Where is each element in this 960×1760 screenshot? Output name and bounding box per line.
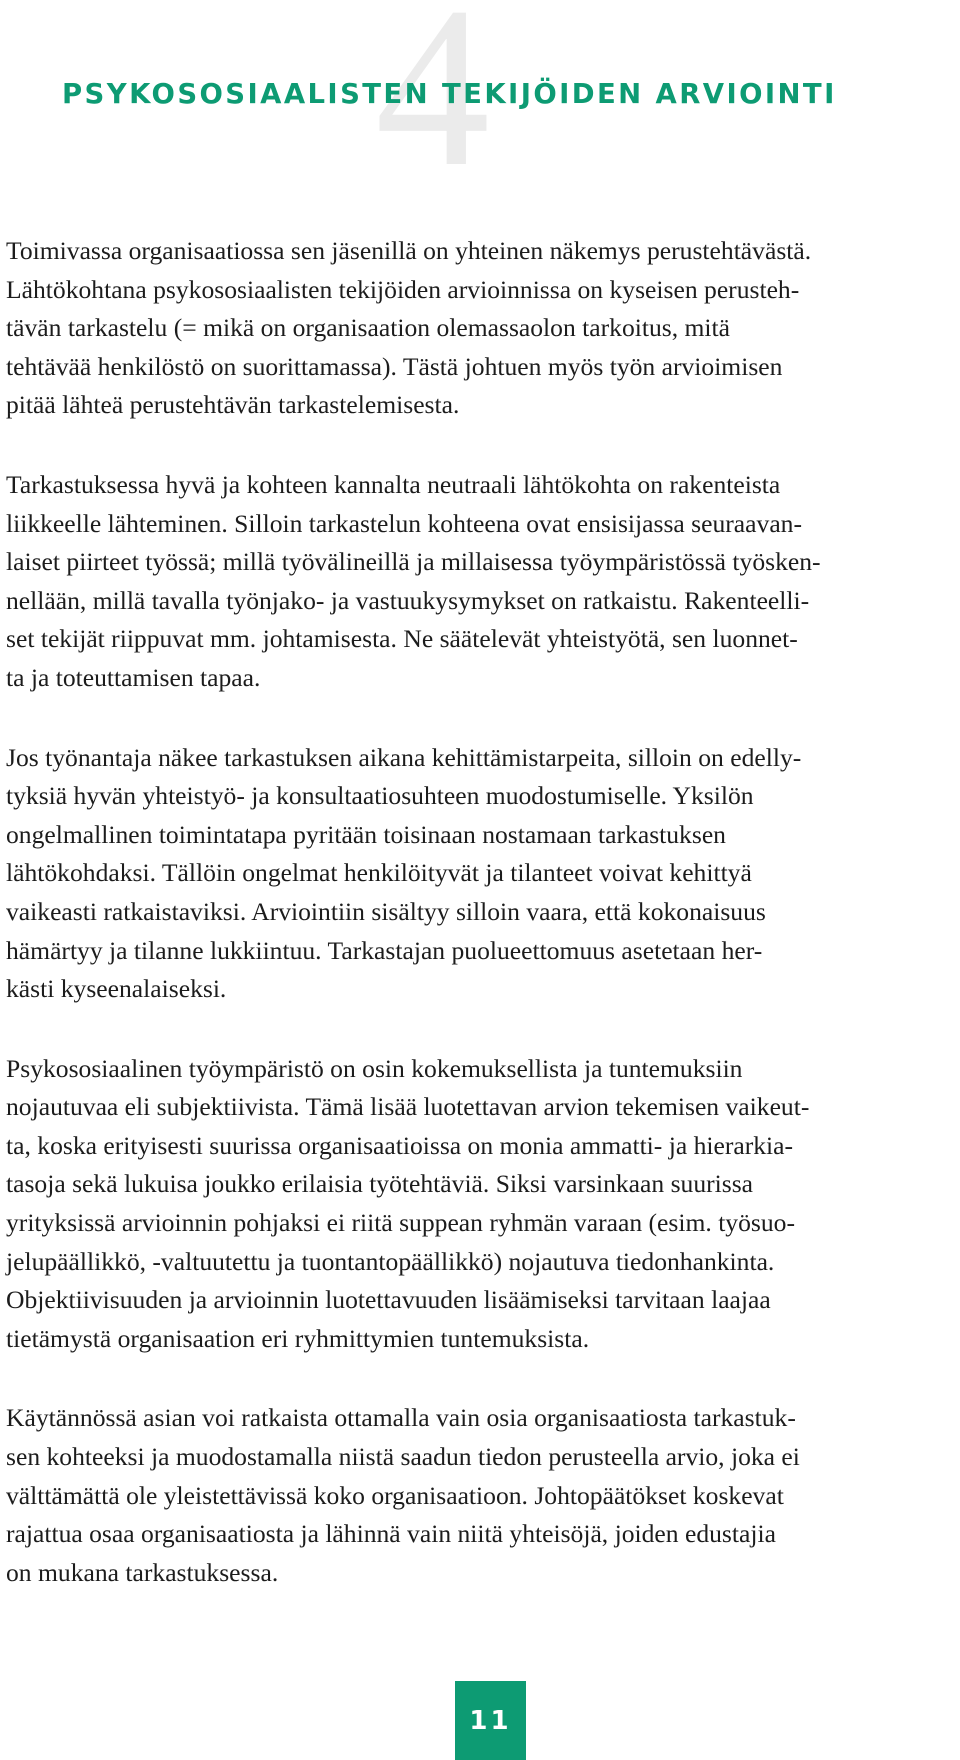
text-line: liikkeelle lähteminen. Silloin tarkastelun kohteena ovat ensisijassa seuraavan- [6, 508, 803, 538]
text-line: tehtävää henkilöstö on suorittamassa). Tästä johtuen myös työn arvioimisen [6, 351, 783, 381]
text-line: Tarkastuksessa hyvä ja kohteen kannalta neutraali lähtökohta on rakenteista [6, 469, 781, 499]
text-line: nellään, millä tavalla työnjako- ja vastuukysymykset on ratkaistu. Rakenteelli- [6, 585, 810, 615]
text-line: tävän tarkastelu (= mikä on organisaation olemassaolon tarkoitus, mitä [6, 313, 731, 343]
body-text [6, 232, 956, 1633]
paragraph [6, 1399, 956, 1592]
text-line: sen kohteeksi ja muodostamalla niistä saadun tiedon perusteella arvio, joka ei [6, 1442, 800, 1472]
paragraph [6, 232, 956, 425]
text-line: ongelmallinen toimintatapa pyritään toisinaan nostamaan tarkastuksen [6, 819, 726, 849]
text-line: ta, koska erityisesti suurissa organisaatioissa on monia ammatti- ja hierarkia- [6, 1130, 794, 1160]
text-line: Lähtökohtana psykososiaalisten tekijöiden arvioinnissa on kyseisen perusteh- [6, 274, 800, 304]
paragraph [6, 466, 956, 698]
text-line: nojautuvaa eli subjektiivista. Tämä lisää luotettavan arvion tekemisen vaikeut- [6, 1092, 810, 1122]
text-line: on mukana tarkastuksessa. [6, 1557, 279, 1587]
paragraph [6, 739, 956, 1009]
text-line: set tekijät riippuvat mm. johtamisesta. Ne säätelevät yhteistyötä, sen luonnet- [6, 624, 798, 654]
text-line: Toimivassa organisaatiossa sen jäsenillä on yhteinen näkemys perustehtävästä. [6, 236, 812, 265]
page-number-box [455, 1681, 526, 1760]
text-line: laiset piirteet työssä; millä työvälineillä ja millaisessa työympäristössä työsken- [6, 547, 821, 577]
text-line: pitää lähteä perustehtävän tarkastelemisesta. [6, 390, 460, 420]
paragraph [6, 1050, 956, 1359]
text-line: tasoja sekä lukuisa joukko erilaisia työtehtäviä. Siksi varsinkaan suurissa [6, 1169, 754, 1199]
page-number: 11 [469, 1705, 512, 1736]
chapter-number: 4 [375, 0, 490, 214]
text-line: tietämystä organisaation eri ryhmittymien tuntemuksista. [6, 1323, 590, 1353]
text-line: Psykososiaalinen työympäristö on osin kokemuksellista ja tuntemuksiin [6, 1053, 743, 1083]
text-line: lähtökohdaksi. Tällöin ongelmat henkilöityvät ja tilanteet voivat kehittyä [6, 858, 752, 888]
text-line: rajattua osaa organisaatiosta ja lähinnä vain niitä yhteisöjä, joiden edustajia [6, 1519, 776, 1549]
text-line: ta ja toteuttamisen tapaa. [6, 662, 261, 692]
text-line: kästi kyseenalaiseksi. [6, 974, 227, 1004]
text-line: yrityksissä arvioinnin pohjaksi ei riitä suppean ryhmän varaan (esim. työsuo- [6, 1208, 795, 1238]
text-line: tyksiä hyvän yhteistyö- ja konsultaatiosuhteen muodostumiselle. Yksilön [6, 781, 754, 811]
text-line: vaikeasti ratkaistaviksi. Arviointiin sisältyy silloin vaara, että kokonaisuus [6, 896, 766, 926]
text-line: hämärtyy ja tilanne lukkiintuu. Tarkastajan puolueettomuus asetetaan her- [6, 935, 763, 965]
text-line: Käytännössä asian voi ratkaista ottamalla vain osia organisaatiosta tarkastuk- [6, 1403, 796, 1433]
text-line: jelupäällikkö, -valtuutettu ja tuontantopäällikkö) nojautuva tiedonhankinta. [6, 1246, 775, 1276]
chapter-title: PSYKOSOSIAALISTEN TEKIJÖIDEN ARVIOINTI [62, 78, 837, 110]
text-line: Jos työnantaja näkee tarkastuksen aikana kehittämistarpeita, silloin on edelly- [6, 742, 802, 772]
text-line: välttämättä ole yleistettävissä koko organisaatioon. Johtopäätökset koskevat [6, 1480, 784, 1510]
text-line: Objektiivisuuden ja arvioinnin luotettavuuden lisäämiseksi tarvitaan laajaa [6, 1285, 771, 1315]
